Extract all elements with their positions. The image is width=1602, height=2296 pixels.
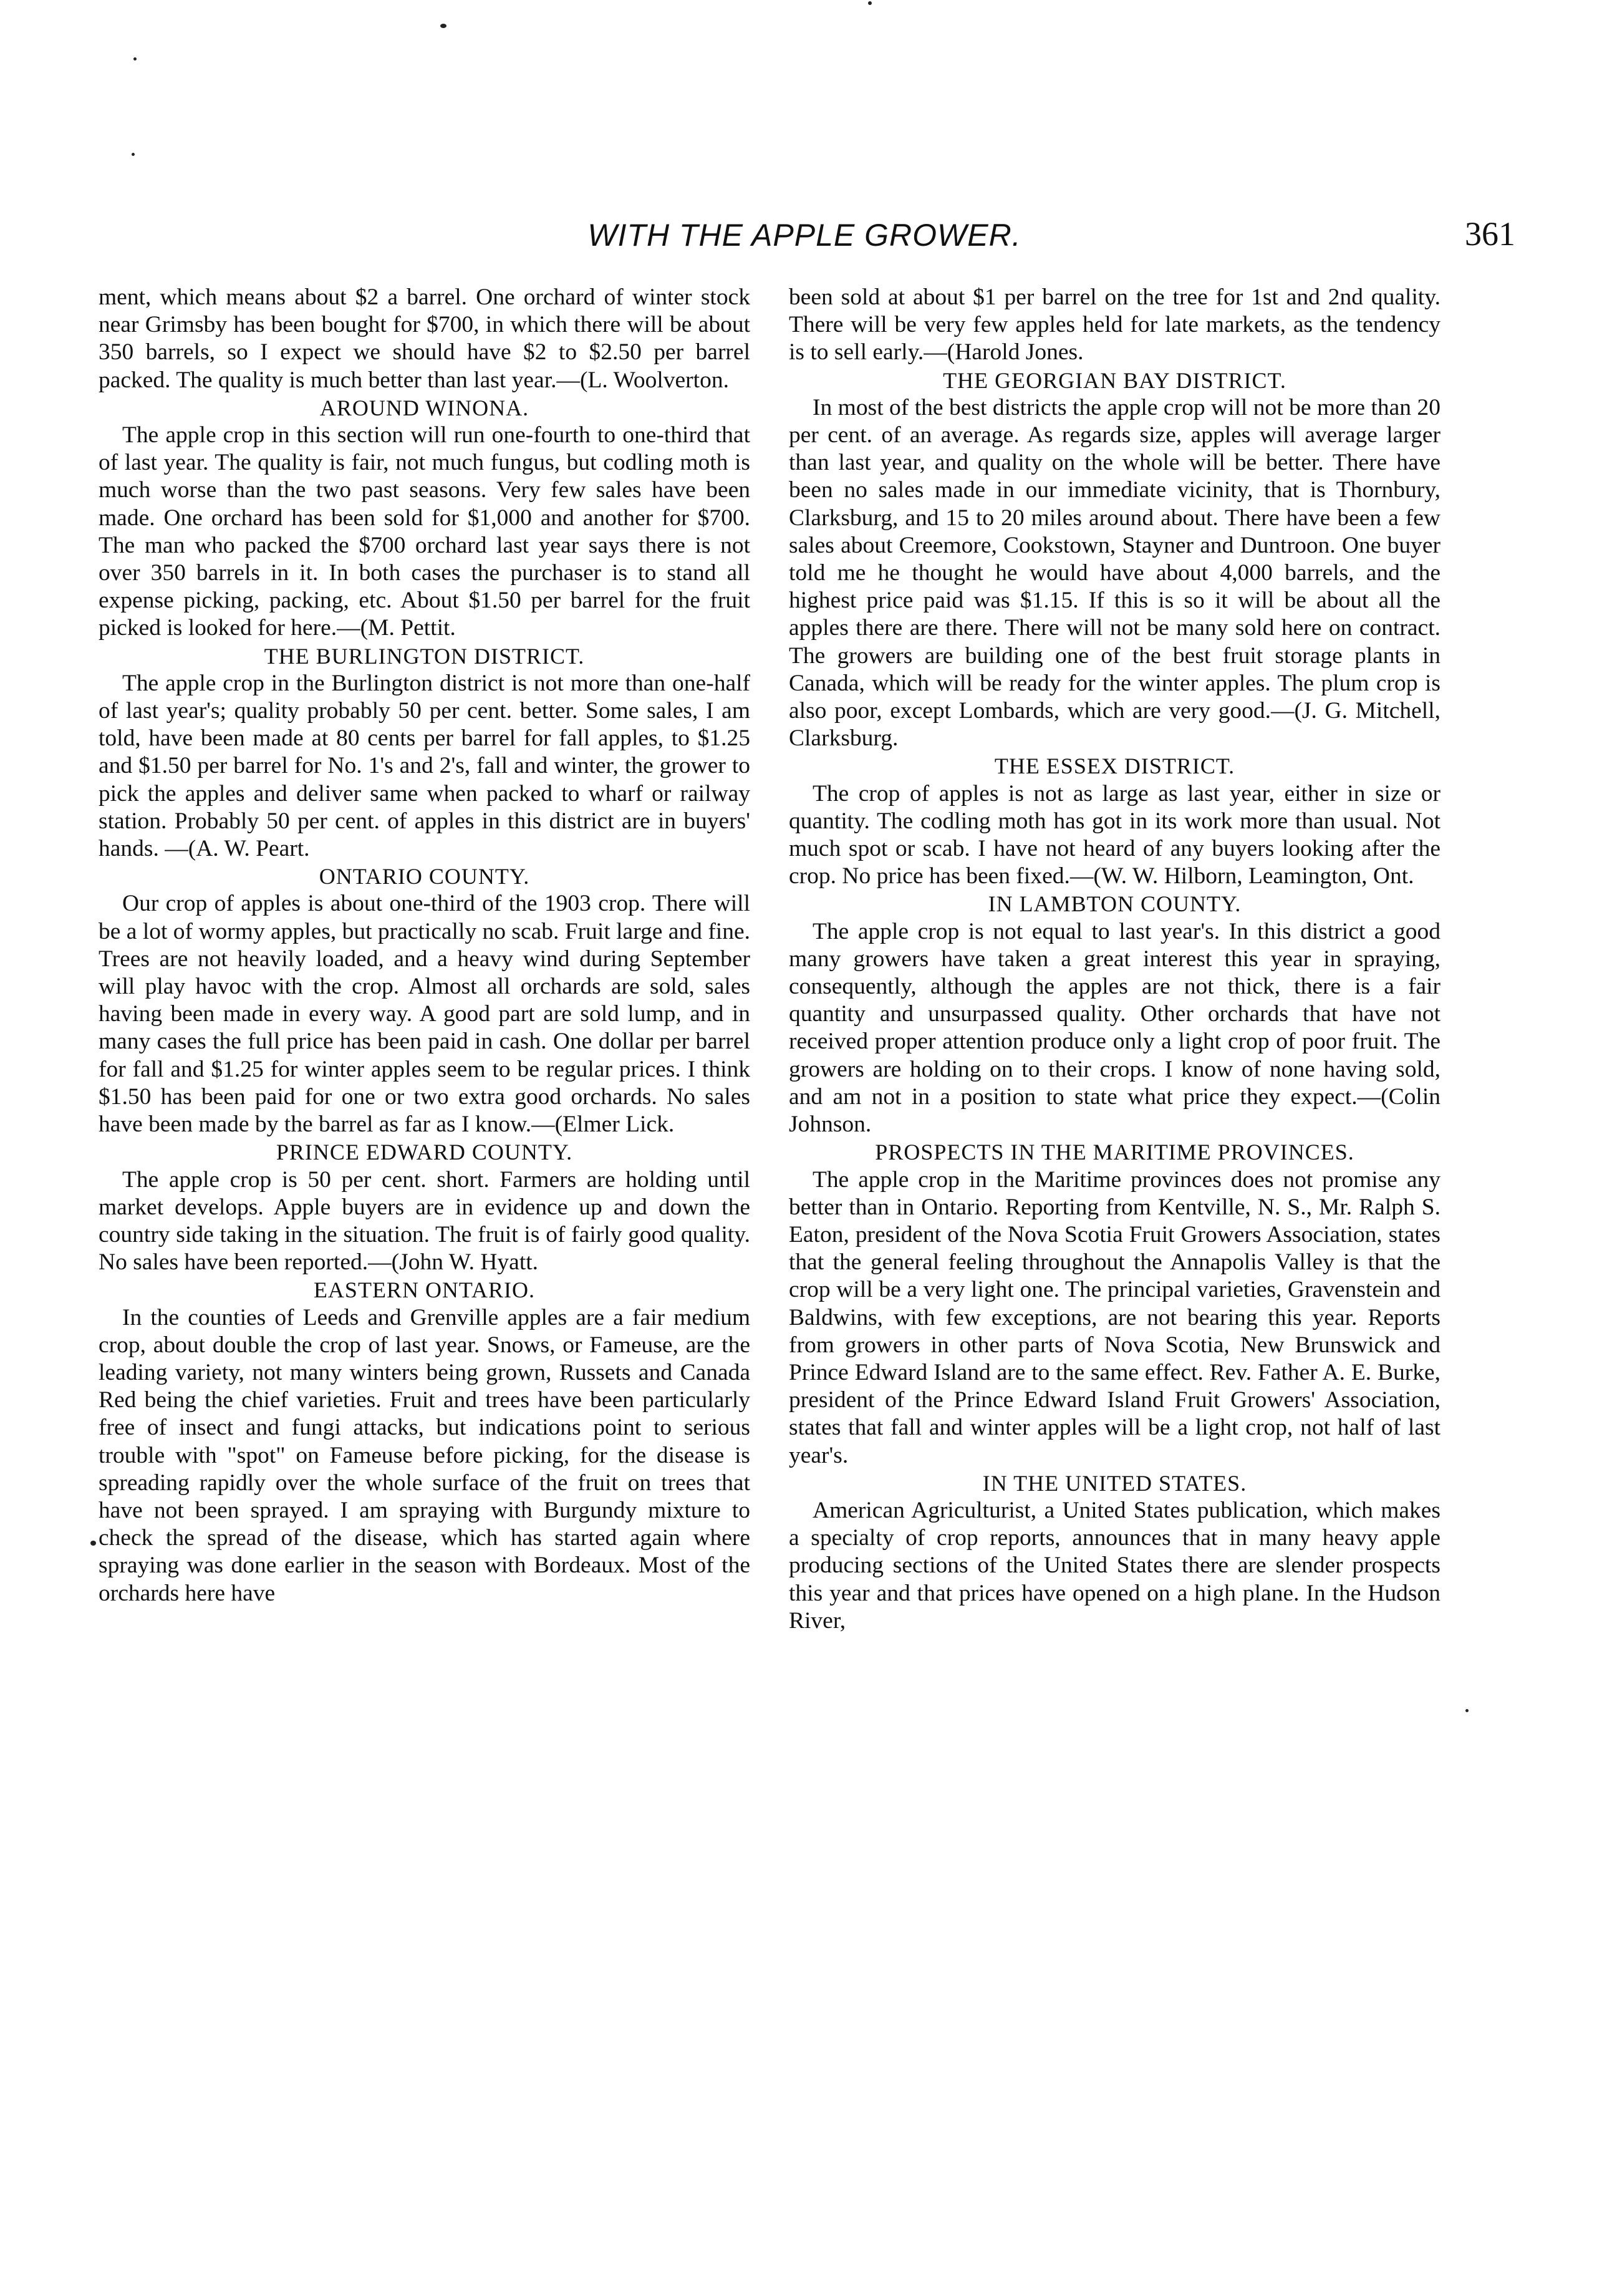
page-header: [94, 206, 1515, 274]
section-heading: IN LAMBTON COUNTY.: [988, 891, 1242, 917]
article-paragraph: The apple crop is 50 per cent. short. Farmers are holding until market develops. Apple buyers are in evidence up and down the country side taking in the situation. The fruit is of fairly good quality. No sales have been reported.—(John W. Hyatt.: [99, 1166, 750, 1276]
section-heading: PRINCE EDWARD COUNTY.: [276, 1140, 573, 1165]
right-column: [789, 284, 1440, 1635]
section-heading: IN THE UNITED STATES.: [982, 1470, 1247, 1496]
scan-speck: [1465, 1709, 1469, 1712]
scan-speck: [868, 1, 872, 5]
section-heading: EASTERN ONTARIO.: [313, 1277, 536, 1303]
article-paragraph: In most of the best districts the apple crop will not be more than 20 per cent. of an average. As regards size, apples will average larger than last year, and quality on the whole will be better. There have been no sales made in our immediate vicinity, that is Thornbury, Clarksburg, and 15 to 20 miles around about. There have been a few sales about Creemore, Cookstown, Stayner and Duntroon. One buyer told me he thought he would have about 4,000 barrels, and the highest price paid was $1.15. If this is so it will be about all the apples there are there. There will not be many sold here on contract. The growers are building one of the best fruit storage plants in Canada, which will be ready for the winter apples. The plum crop is also poor, except Lombards, which are very good.—(J. G. Mitchell, Clarksburg.: [789, 394, 1440, 752]
article-paragraph: ment, which means about $2 a barrel. One orchard of winter stock near Grimsby has been bought for $700, in which there will be about 350 barrels, so I expect we should have $2 to $2.50 per barrel packed. The quality is much better than last year.—(L. Woolverton.: [99, 284, 750, 393]
section-heading: AROUND WINONA.: [319, 395, 529, 420]
article-paragraph: In the counties of Leeds and Grenville apples are a fair medium crop, about double the crop of last year. Snows, or Fameuse, are the leading variety, not many winters being grown, Russets and Canada Red being the chief varieties. Fruit and trees have been particularly free of insect and fungi attacks, but indications point to serious trouble with "spot" on Fameuse before picking, for the disease is spreading rapidly over the whole surface of the fruit on trees that have not been sprayed. I am spraying with Burgundy mixture to check the spread of the disease, which has started again where spraying was done earlier in the season with Bordeaux. Most of the orchards here have: [99, 1304, 750, 1606]
running-head: WITH THE APPLE GROWER.: [587, 218, 1021, 253]
article-paragraph: The apple crop in the Maritime provinces does not promise any better than in Ontario. Reporting from Kentville, N. S., Mr. Ralph S. Eaton, president of the Nova Scotia Fruit Growers Association, states that the general feeling throughout the Annapolis Valley is that the crop will be a very light one. The principal varieties, Gravenstein and Baldwins, with few exceptions, are not bearing this year. Reports from growers in other parts of Nova Scotia, New Brunswick and Prince Edward Island are to the same effect. Rev. Father A. E. Burke, president of the Prince Edward Island Fruit Growers' Association, states that fall and winter apples will be a light crop, not half of last year's.: [789, 1166, 1440, 1468]
article-paragraph: The crop of apples is not as large as last year, either in size or quantity. The codling moth has got in its work more than usual. Not much spot or scab. I have not heard of any buyers looking after the crop. No price has been fixed.—(W. W. Hilborn, Leamington, Ont.: [789, 780, 1440, 889]
section-heading: PROSPECTS IN THE MARITIME PROVINCES.: [875, 1140, 1354, 1165]
page-number: 361: [1465, 215, 1515, 253]
article-paragraph: The apple crop in the Burlington district is not more than one-half of last year's; quality probably 50 per cent. better. Some sales, I am told, have been made at 80 cents per barrel for fall apples, to $1.25 and $1.50 per barrel for No. 1's and 2's, fall and winter, the grower to pick the apples and deliver same when packed to wharf or railway station. Probably 50 per cent. of apples in this district are in buyers' hands. —(A. W. Peart.: [99, 670, 750, 862]
article-paragraph: American Agriculturist, a United States publication, which makes a specialty of crop reports, announces that in many heavy apple producing sections of the United States there are slender prospects this year and that prices have opened on a high plane. In the Hudson River,: [789, 1497, 1440, 1634]
section-heading: THE BURLINGTON DISTRICT.: [264, 643, 585, 669]
left-column: [99, 284, 750, 1607]
section-heading: THE GEORGIAN BAY DISTRICT.: [943, 367, 1286, 393]
article-paragraph: Our crop of apples is about one-third of the 1903 crop. There will be a lot of wormy apples, but practically no scab. Fruit large and fine. Trees are not heavily loaded, and a heavy wind during September will play havoc with the crop. Almost all orchards are sold, sales having been made in every way. A good part are sold lump, and in many cases the full price has been paid in cash. One dollar per barrel for fall and $1.25 for winter apples seem to be regular prices. I think $1.50 has been paid for one or two extra good orchards. No sales have been made by the barrel as far as I know.—(Elmer Lick.: [99, 891, 750, 1138]
scan-speck: [440, 24, 446, 28]
article-paragraph: been sold at about $1 per barrel on the tree for 1st and 2nd quality. There will be very few apples held for late markets, as the tendency is to sell early.—(Harold Jones.: [789, 284, 1440, 366]
section-heading: THE ESSEX DISTRICT.: [994, 753, 1235, 779]
scan-speck: [132, 153, 135, 156]
article-paragraph: The apple crop in this section will run one-fourth to one-third that of last year. The quality is fair, not much fungus, but codling moth is much worse than the two past seasons. Very few sales have been made. One orchard has been sold for $1,000 and another for $700. The man who packed the $700 orchard last year says there is not over 350 barrels in it. In both cases the purchaser is to stand all expense picking, packing, etc. About $1.50 per barrel for the fruit picked is looked for here.—(M. Pettit.: [99, 422, 750, 641]
article-paragraph: The apple crop is not equal to last year's. In this district a good many growers have taken a great interest this year in spraying, consequently, although the apples are not thick, there is a fair quantity and unsurpassed quality. Other orchards that have not received proper attention produce only a light crop of poor fruit. The growers are holding on to their crops. I know of none having sold, and am not in a position to state what price they expect.—(Colin Johnson.: [789, 918, 1440, 1138]
scan-speck: [133, 57, 137, 61]
section-heading: ONTARIO COUNTY.: [319, 864, 530, 889]
scan-speck: [90, 1541, 96, 1546]
